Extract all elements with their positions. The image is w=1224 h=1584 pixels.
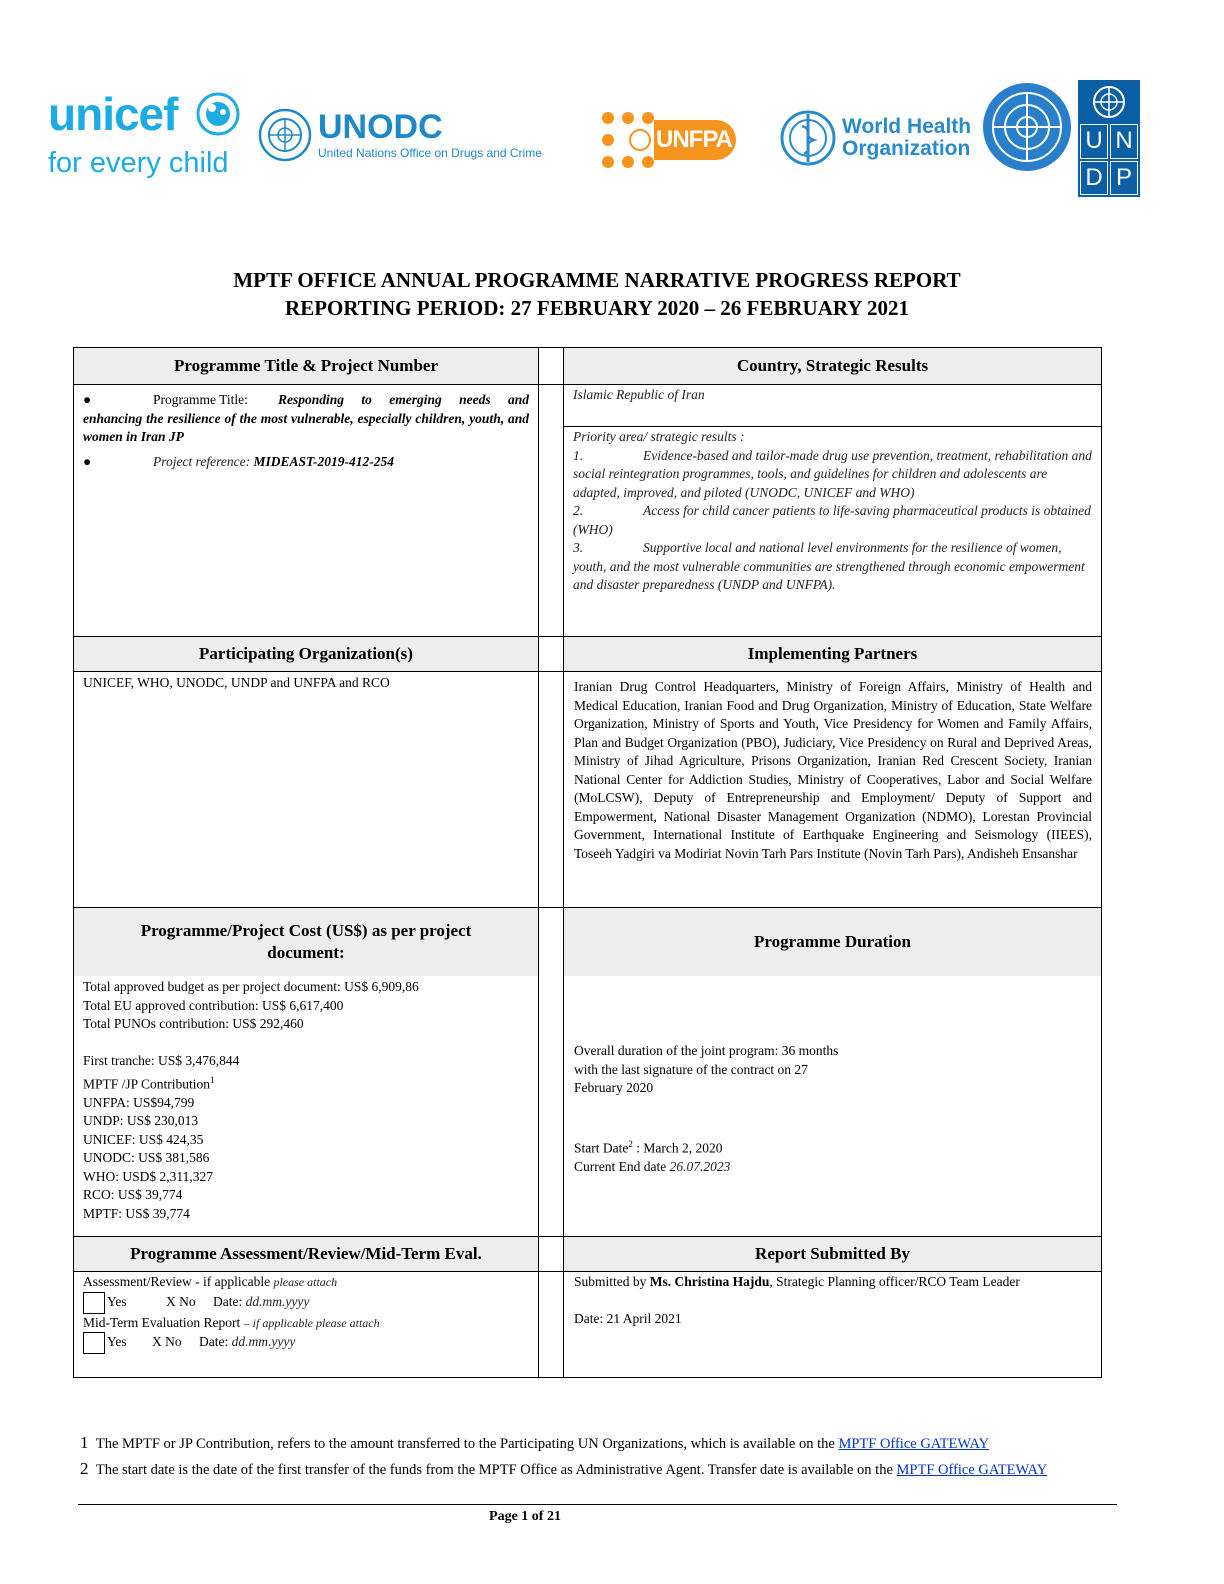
un-globe-emblem-icon <box>980 80 1074 174</box>
cost-details <box>83 978 529 1223</box>
participating-header: Participating Organization(s) <box>74 637 538 671</box>
cost-line: UNODC: US$ 381,586 <box>83 1150 210 1165</box>
column-divider <box>538 348 539 1377</box>
submitted-date: Date: 21 April 2021 <box>574 1311 682 1326</box>
cost-line: UNDP: US$ 230,013 <box>83 1113 199 1128</box>
programme-title-label: Programme Title: <box>153 392 248 407</box>
unodc-logo <box>258 108 542 162</box>
assessment-options: Yes X No Date: dd.mm.yyyy <box>83 1292 529 1314</box>
assessment-yes-checkbox[interactable] <box>83 1292 105 1314</box>
duration-header: Programme Duration <box>564 908 1101 976</box>
submitted-by: Submitted by Ms. Christina Hajdu, Strategic Planning officer/RCO Team Leader <box>574 1274 1020 1289</box>
unfpa-logo <box>600 110 736 170</box>
cost-header: Programme/Project Cost (US$) as per project document: <box>74 908 538 976</box>
end-date: Current End date 26.07.2023 <box>574 1158 731 1174</box>
cost-line: MPTF: US$ 39,774 <box>83 1205 190 1221</box>
undp-letter-d: D <box>1080 161 1108 196</box>
start-date: Start Date$^2$ : March 2, 2020 <box>574 1138 723 1155</box>
midterm-yes-checkbox[interactable] <box>83 1332 105 1354</box>
implementing-value: Iranian Drug Control Headquarters, Ministry of Foreign Affairs, Ministry of Health and Medical Education, Iranian Food and Drug Organization, Ministry of Education, State Welfare Organization, Ministry of Sports and Youth, Vice Presidency for Women and Family Affairs, Plan and Budget Organization (PBO), Judiciary, Vice Presidency on Rural and Deprived Areas, Ministry of Jihad Agriculture, Prisons Organization, Iranian Red Crescent Society, Iranian National Center for Addiction Studies, Ministry of Cooperatives, Labor and Social Welfare (MoLCSW), Deputy of Entrepreneurship and Employment/ Deputy of Support and Empowerment, National Disaster Management Organization (NDMO), Lorestan Provincial Government, International Institute of Earthquake Engineering and Seismology (IIEES), Toseeh Yadgiri va Modiriat Novin Tarh Pars Institute (Novin Tarh Pars), Andisheh Ensanshar <box>574 679 1092 861</box>
who-wordmark-line1: World Health <box>842 115 972 138</box>
assessment-review-line: Assessment/Review - if applicable please attach <box>83 1274 338 1289</box>
project-reference-value: MIDEAST-2019-412-254 <box>253 453 394 469</box>
total-approved-budget: Total approved budget as per project document: US$ 6,909,86 <box>83 979 419 994</box>
footnote-2: 2 The start date is the date of the first transfer of the funds from the MPTF Office as Administrative Agent. Transfer date is available on the MPTF Office GATEWAY <box>80 1459 1048 1478</box>
country-header: Country, Strategic Results <box>564 348 1101 384</box>
total-eu-contribution: Total EU approved contribution: US$ 6,617,400 <box>83 997 344 1013</box>
implementing-header: Implementing Partners <box>564 637 1101 671</box>
total-punos-contribution: Total PUNOs contribution: US$ 292,460 <box>83 1016 304 1031</box>
programme-title-header: Programme Title & Project Number <box>74 348 538 384</box>
x-mark: X <box>166 1293 176 1309</box>
mptf-contribution-label: MPTF /JP Contribution$^1$ <box>83 1074 215 1091</box>
submitted-header: Report Submitted By <box>564 1237 1101 1271</box>
footnote-1: 1 The MPTF or JP Contribution, refers to the amount transferred to the Participating UN Organizations, which is available on the MPTF Office GATEWAY <box>80 1433 990 1452</box>
row-divider <box>74 384 1101 385</box>
assessment-date: dd.mm.yyyy <box>245 1293 310 1309</box>
project-reference-label: Project reference: <box>153 453 251 469</box>
x-mark: X <box>152 1334 162 1350</box>
cost-line: RCO: US$ 39,774 <box>83 1187 183 1202</box>
unicef-emblem-icon <box>196 92 240 136</box>
bullet-icon: ● <box>83 453 92 469</box>
programme-title-cell <box>83 391 529 471</box>
report-title-line2: REPORTING PERIOD: 27 FEBRUARY 2020 – 26 FEBRUARY 2021 <box>285 296 909 320</box>
unicef-tagline: for every child <box>48 147 229 179</box>
undp-letter-u: U <box>1080 124 1108 159</box>
undp-block <box>1078 80 1140 197</box>
who-emblem-icon <box>778 108 838 168</box>
who-logo <box>778 108 971 168</box>
unfpa-dots-icon <box>600 110 660 170</box>
report-title <box>0 266 1194 322</box>
unodc-wordmark: UNODC <box>318 108 443 146</box>
unfpa-wordmark: UNFPA <box>654 120 736 160</box>
cost-line: UNFPA: US$94,799 <box>83 1094 195 1110</box>
undp-logo <box>980 80 1140 197</box>
gateway-link[interactable]: MPTF Office GATEWAY <box>838 1436 990 1452</box>
column-divider <box>563 348 564 1377</box>
unicef-logo <box>48 90 229 180</box>
gateway-link[interactable]: MPTF Office GATEWAY <box>896 1462 1048 1478</box>
midterm-options: Yes X No Date: dd.mm.yyyy <box>83 1332 529 1354</box>
partner-logos <box>48 80 1148 210</box>
page-number: Page 1 of 21 <box>489 1509 561 1524</box>
row-divider <box>563 426 1101 427</box>
bullet-icon: ● <box>83 392 92 407</box>
first-tranche: First tranche: US$ 3,476,844 <box>83 1053 240 1068</box>
duration-line: February 2020 <box>574 1080 654 1095</box>
report-title-line1: MPTF OFFICE ANNUAL PROGRAMME NARRATIVE PROGRESS REPORT <box>233 268 961 292</box>
priority-item: 2. Access for child cancer patients to life-saving pharmaceutical products is obtained (WHO) <box>573 503 1091 537</box>
unicef-wordmark: unicef <box>48 88 178 140</box>
priority-intro: Priority area/ strategic results : <box>573 429 745 444</box>
priority-item: 1. Evidence-based and tailor-made drug use prevention, treatment, rehabilitation and social reintegration programmes, tools, and guidelines for children and adolescents are adapted, improved, and piloted (UNODC, UNICEF and WHO) <box>573 447 1092 500</box>
assessment-details <box>83 1273 529 1354</box>
unodc-fullname: United Nations Office on Drugs and Crime <box>318 146 542 160</box>
duration-line: with the last signature of the contract on 27 <box>574 1061 808 1077</box>
midterm-line: Mid-Term Evaluation Report – if applicable please attach <box>83 1314 380 1330</box>
footnote-ref: 2 <box>628 1138 633 1149</box>
priority-item: 3. Supportive local and national level environments for the resilience of women, youth, and the most vulnerable communities are strengthened through economic empowerment and disaster preparedness (UNDP and UNFPA). <box>573 540 1085 592</box>
cover-table <box>73 347 1102 1378</box>
programme-title-value: Responding to emerging needs and enhancing the resilience of the most vulnerable, especially children, youth, and women in Iran JP <box>83 392 529 444</box>
un-emblem-icon <box>258 108 312 162</box>
duration-line: Overall duration of the joint program: 36 months <box>574 1043 839 1058</box>
cost-line: UNICEF: US$ 424,35 <box>83 1131 204 1147</box>
participating-value: UNICEF, WHO, UNODC, UNDP and UNFPA and RCO <box>83 675 390 690</box>
undp-letter-p: P <box>1110 161 1138 196</box>
midterm-date: dd.mm.yyyy <box>231 1334 296 1350</box>
priority-areas <box>573 428 1093 595</box>
row-divider <box>74 1271 1101 1272</box>
submitter-name: Ms. Christina Hajdu <box>649 1274 770 1289</box>
project-reference-item <box>83 453 529 472</box>
un-small-emblem-icon <box>1080 82 1138 122</box>
row-divider <box>74 671 1101 672</box>
footer-rule <box>78 1504 1117 1505</box>
undp-letter-n: N <box>1110 124 1138 159</box>
country-value: Islamic Republic of Iran <box>573 387 705 402</box>
who-wordmark-line2: Organization <box>842 137 971 160</box>
duration-details <box>574 1042 1092 1176</box>
cost-line: WHO: USD$ 2,311,327 <box>83 1168 213 1184</box>
footnote-ref: 1 <box>210 1074 215 1085</box>
submitted-details <box>574 1273 1074 1329</box>
assessment-header: Programme Assessment/Review/Mid-Term Eval. <box>74 1237 538 1271</box>
